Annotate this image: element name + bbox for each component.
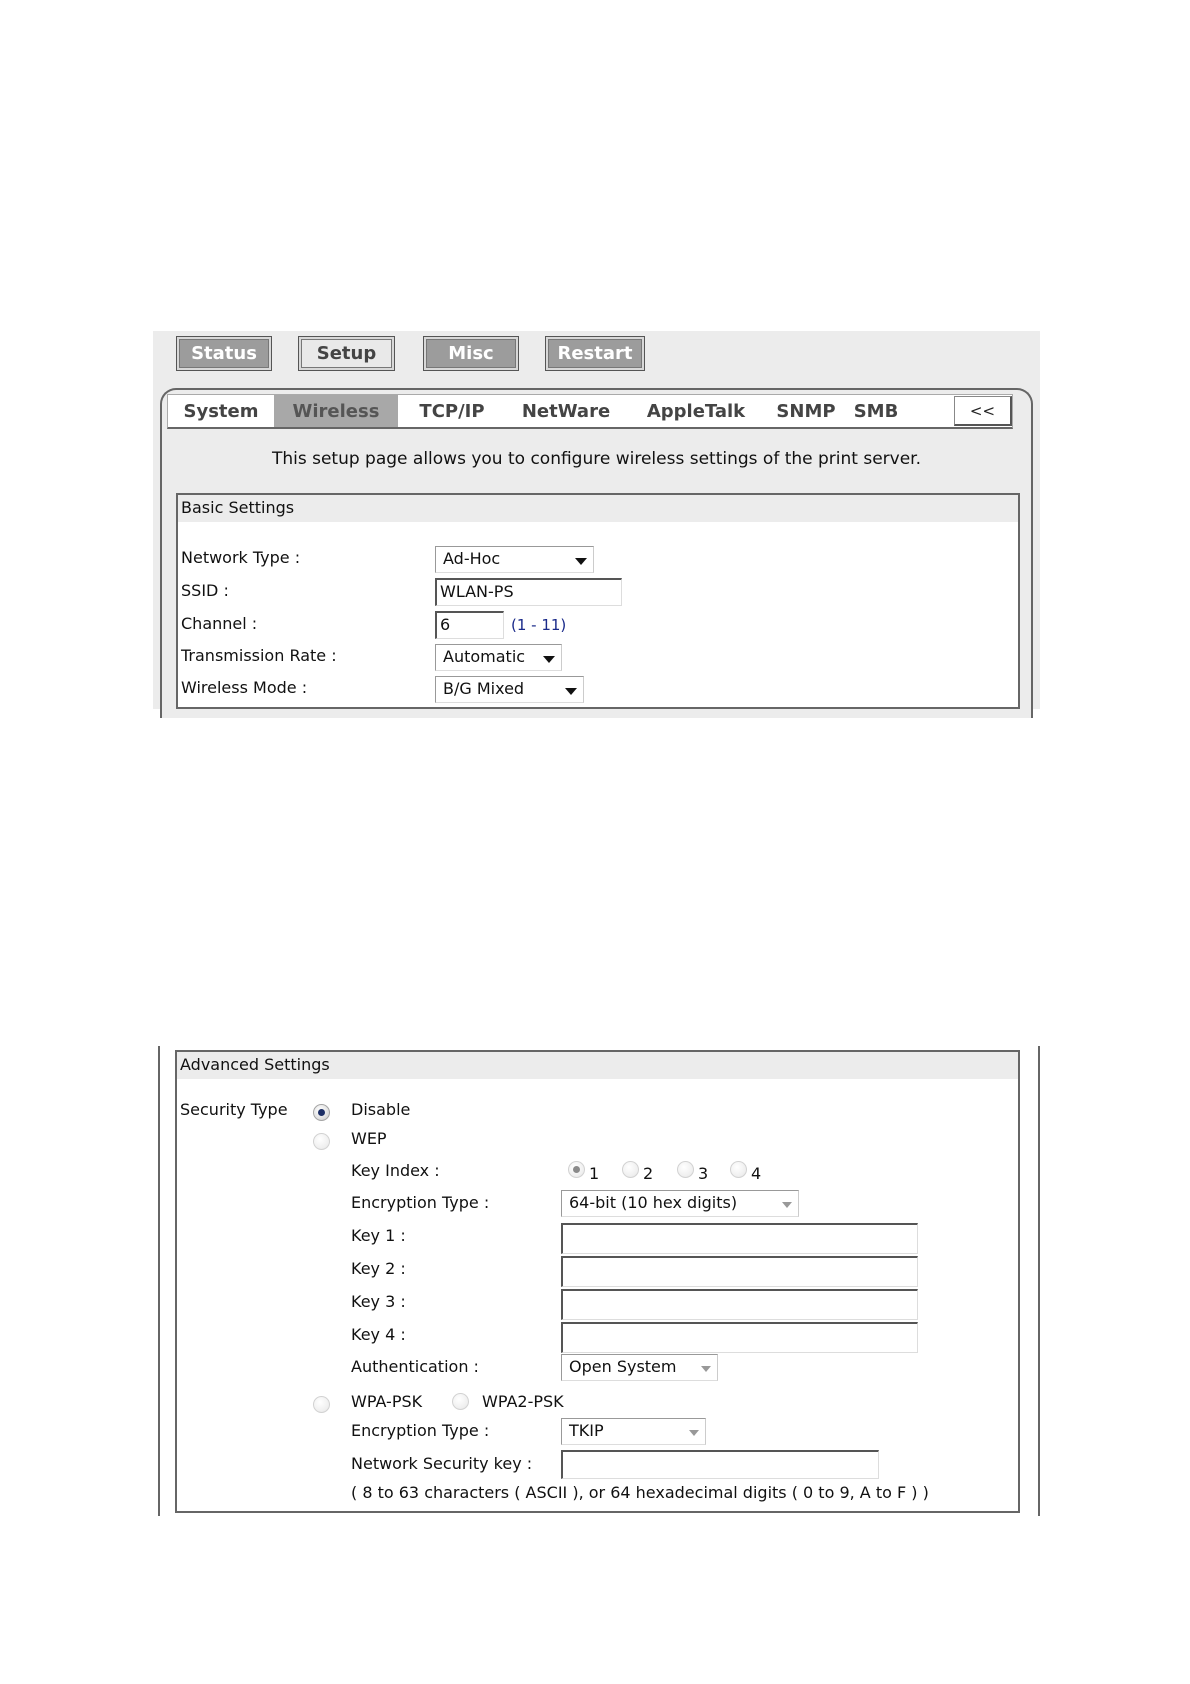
authentication-value: Open System xyxy=(569,1357,677,1376)
wireless-mode-label: Wireless Mode : xyxy=(181,678,308,697)
wpa2-psk-label: WPA2-PSK xyxy=(482,1392,564,1411)
network-type-select[interactable] xyxy=(435,546,594,573)
tab-snmp[interactable]: SNMP xyxy=(776,400,836,422)
authentication-label: Authentication : xyxy=(351,1357,479,1376)
tab-wireless[interactable]: Wireless xyxy=(274,395,398,427)
wep-encryption-type-value: 64-bit (10 hex digits) xyxy=(569,1193,738,1212)
ssid-input[interactable]: WLAN-PS xyxy=(435,578,622,606)
security-disable-radio[interactable] xyxy=(313,1104,330,1121)
wep-encryption-type-label: Encryption Type : xyxy=(351,1193,490,1212)
tab-smb[interactable]: SMB xyxy=(853,400,899,422)
security-wpa2-psk-radio[interactable] xyxy=(452,1393,469,1410)
key3-label: Key 3 : xyxy=(351,1292,406,1311)
authentication-select[interactable] xyxy=(561,1354,718,1381)
key-index-radio-2[interactable] xyxy=(622,1161,639,1178)
channel-input[interactable]: 6 xyxy=(435,611,504,639)
security-wep-label: WEP xyxy=(351,1129,387,1148)
transmission-rate-label: Transmission Rate : xyxy=(181,646,337,665)
key-index-radio-3[interactable] xyxy=(677,1161,694,1178)
security-type-label: Security Type xyxy=(180,1100,288,1119)
key3-input[interactable] xyxy=(561,1289,918,1320)
wireless-mode-select[interactable] xyxy=(435,676,584,703)
page-description: This setup page allows you to configure wireless settings of the print server. xyxy=(271,449,922,469)
key2-label: Key 2 : xyxy=(351,1259,406,1278)
key1-input[interactable] xyxy=(561,1223,918,1254)
chevron-down-icon xyxy=(543,656,555,663)
advanced-settings-title: Advanced Settings xyxy=(177,1052,1018,1079)
wpa-encryption-type-value: TKIP xyxy=(569,1421,604,1440)
chevron-down-icon xyxy=(565,688,577,695)
wireless-mode-value: B/G Mixed xyxy=(443,679,525,698)
transmission-rate-select[interactable] xyxy=(435,644,562,671)
security-disable-label: Disable xyxy=(351,1100,411,1119)
key4-input[interactable] xyxy=(561,1322,918,1353)
tab-bar xyxy=(167,394,1013,429)
channel-range-hint: (1 - 11) xyxy=(511,616,567,634)
network-type-value: Ad-Hoc xyxy=(443,549,501,568)
security-wpa-psk-radio[interactable] xyxy=(313,1396,330,1413)
key4-label: Key 4 : xyxy=(351,1325,406,1344)
chevron-down-icon xyxy=(782,1202,792,1208)
misc-button[interactable]: Misc xyxy=(423,336,519,371)
key-index-option-2: 2 xyxy=(643,1164,654,1183)
tab-netware[interactable]: NetWare xyxy=(521,400,611,422)
status-button[interactable]: Status xyxy=(176,336,272,371)
basic-settings-panel xyxy=(176,493,1020,709)
key1-label: Key 1 : xyxy=(351,1226,406,1245)
key-index-radio-1[interactable] xyxy=(568,1161,585,1178)
restart-button[interactable]: Restart xyxy=(545,336,645,371)
network-security-key-input[interactable] xyxy=(561,1450,879,1479)
network-type-label: Network Type : xyxy=(181,548,301,567)
network-security-key-label: Network Security key : xyxy=(351,1454,533,1473)
advanced-settings-panel xyxy=(175,1050,1020,1513)
wep-encryption-type-select[interactable] xyxy=(561,1190,799,1217)
key-index-option-1: 1 xyxy=(589,1164,600,1183)
key-index-option-3: 3 xyxy=(698,1164,709,1183)
wpa-encryption-type-label: Encryption Type : xyxy=(351,1421,490,1440)
chevron-down-icon xyxy=(689,1430,699,1436)
basic-settings-screenshot xyxy=(153,331,1040,709)
basic-settings-title: Basic Settings xyxy=(178,495,1018,522)
setup-button[interactable]: Setup xyxy=(298,336,395,371)
advanced-settings-screenshot xyxy=(158,1046,1040,1516)
ssid-label: SSID : xyxy=(181,581,229,600)
chevron-down-icon xyxy=(575,558,587,565)
key-index-label: Key Index : xyxy=(351,1161,440,1180)
tab-tcpip[interactable]: TCP/IP xyxy=(419,400,485,422)
key2-input[interactable] xyxy=(561,1256,918,1287)
key-index-option-4: 4 xyxy=(751,1164,762,1183)
wpa-encryption-type-select[interactable] xyxy=(561,1418,706,1445)
transmission-rate-value: Automatic xyxy=(443,647,526,666)
key-index-radio-4[interactable] xyxy=(730,1161,747,1178)
chevron-down-icon xyxy=(701,1366,711,1372)
security-wep-radio[interactable] xyxy=(313,1133,330,1150)
tab-system[interactable]: System xyxy=(183,400,259,422)
security-key-hint: ( 8 to 63 characters ( ASCII ), or 64 hexadecimal digits ( 0 to 9, A to F ) ) xyxy=(351,1483,929,1502)
collapse-tabs-button[interactable]: << xyxy=(954,396,1012,426)
wpa-psk-label: WPA-PSK xyxy=(351,1392,423,1411)
channel-label: Channel : xyxy=(181,614,258,633)
tab-appletalk[interactable]: AppleTalk xyxy=(646,400,746,422)
